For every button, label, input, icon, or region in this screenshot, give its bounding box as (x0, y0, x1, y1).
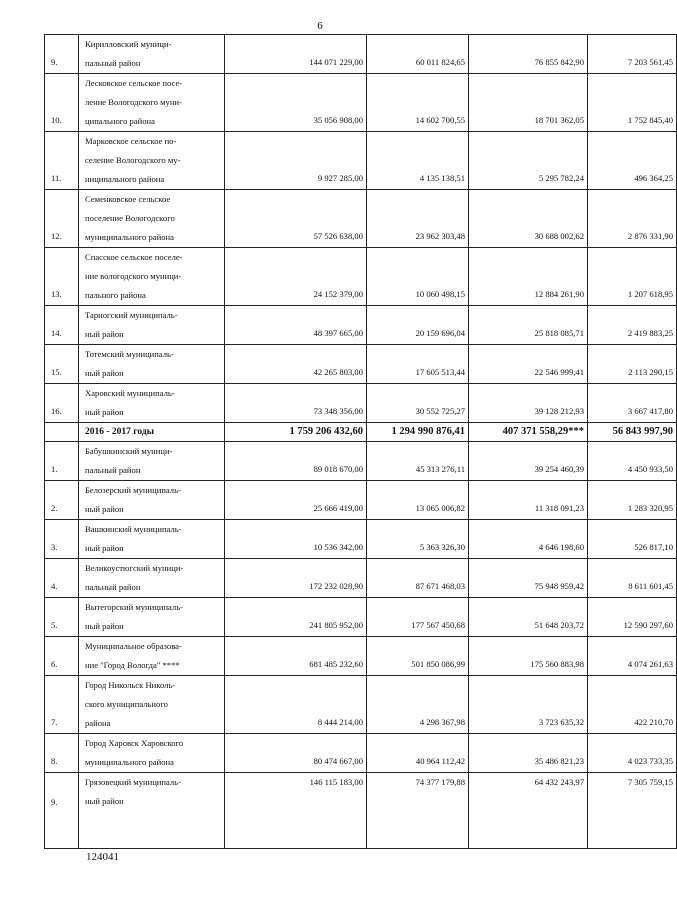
value-col-4: 4 023 733,35 (588, 734, 677, 773)
table-row (45, 442, 677, 481)
value-col-4: 4 074 261,63 (588, 637, 677, 676)
table-row-total (45, 423, 677, 442)
value-col-2: 17 605 513,44 (367, 345, 469, 384)
table-row (45, 306, 677, 345)
row-name: Тарногский муниципаль- ный район (79, 306, 225, 345)
value-total: 1 759 206 432,60 (225, 423, 367, 442)
value-col-2: 10 060 498,15 (367, 248, 469, 306)
row-name: Семенковское сельское поселение Вологодского муниципального района (79, 190, 225, 248)
value-col-3: 35 486 821,23 (469, 734, 588, 773)
value-total: 8 444 214,00 (225, 676, 367, 734)
value-col-2: 4 298 367,98 (367, 676, 469, 734)
value-col-3: 175 560 883,98 (469, 637, 588, 676)
table-row (45, 345, 677, 384)
table-row (45, 637, 677, 676)
value-col-3: 18 701 362,05 (469, 74, 588, 132)
value-total: 144 071 229,00 (225, 35, 367, 74)
page-number: 6 (317, 20, 323, 32)
value-col-4: 2 419 883,25 (588, 306, 677, 345)
value-total: 24 152 379,00 (225, 248, 367, 306)
row-number: 8. (45, 734, 79, 773)
value-col-4: 1 283 320,95 (588, 481, 677, 520)
value-col-4: 8 611 601,45 (588, 559, 677, 598)
document-code: 124041 (86, 851, 119, 863)
value-total: 146 115 183,00 (225, 773, 367, 849)
value-col-2: 13 065 006,82 (367, 481, 469, 520)
value-col-4: 4 450 933,50 (588, 442, 677, 481)
value-col-3: 5 295 782,24 (469, 132, 588, 190)
row-number: 13. (45, 248, 79, 306)
value-total: 172 232 028,90 (225, 559, 367, 598)
value-col-3: 12 884 261,90 (469, 248, 588, 306)
row-name: Город Харовск Харовского муниципального района (79, 734, 225, 773)
row-name: Марковское сельское по- селение Вологодского му- ниципального района (79, 132, 225, 190)
value-total: 57 526 638,00 (225, 190, 367, 248)
row-number: 6. (45, 637, 79, 676)
table-row (45, 559, 677, 598)
value-col-4: 1 207 618,95 (588, 248, 677, 306)
row-number: 14. (45, 306, 79, 345)
table-row (45, 190, 677, 248)
value-col-2: 177 567 450,68 (367, 598, 469, 637)
value-col-3: 30 688 002,62 (469, 190, 588, 248)
value-col-4: 56 843 997,90 (588, 423, 677, 442)
value-total: 89 018 670,00 (225, 442, 367, 481)
table-row (45, 132, 677, 190)
table-body (45, 35, 677, 849)
value-col-3: 4 646 198,60 (469, 520, 588, 559)
row-number: 3. (45, 520, 79, 559)
row-number: 2. (45, 481, 79, 520)
row-number: 9. (45, 773, 79, 849)
value-col-3: 11 318 091,23 (469, 481, 588, 520)
row-name: 2016 - 2017 годы (79, 423, 225, 442)
value-col-2: 1 294 990 876,41 (367, 423, 469, 442)
row-name: Бабушкинский муници- пальный район (79, 442, 225, 481)
row-number: 11. (45, 132, 79, 190)
value-col-2: 74 377 179,88 (367, 773, 469, 849)
row-name: Лесковское сельское посе- ление Вологодского муни- ципального района (79, 74, 225, 132)
value-col-2: 45 313 276,11 (367, 442, 469, 481)
row-number: 5. (45, 598, 79, 637)
table-row (45, 481, 677, 520)
value-col-4: 12 590 297,60 (588, 598, 677, 637)
value-total: 681 485 232,60 (225, 637, 367, 676)
value-col-2: 23 962 303,48 (367, 190, 469, 248)
value-col-3: 64 432 243,97 (469, 773, 588, 849)
table-row (45, 773, 677, 849)
value-col-3: 39 128 212,93 (469, 384, 588, 423)
row-number: 4. (45, 559, 79, 598)
value-col-4: 496 364,25 (588, 132, 677, 190)
table-row (45, 74, 677, 132)
value-col-2: 30 552 725,27 (367, 384, 469, 423)
table-row (45, 35, 677, 74)
row-number: 15. (45, 345, 79, 384)
table-row (45, 598, 677, 637)
value-total: 48 397 665,00 (225, 306, 367, 345)
value-col-3: 22 546 999,41 (469, 345, 588, 384)
value-col-2: 20 159 696,04 (367, 306, 469, 345)
value-col-3: 39 254 460,39 (469, 442, 588, 481)
row-name: Вашкинский муниципаль- ный район (79, 520, 225, 559)
row-name: Кирилловский муници- пальный район (79, 35, 225, 74)
value-total: 241 805 952,00 (225, 598, 367, 637)
row-name: Город Никольск Николь- ского муниципального района (79, 676, 225, 734)
value-total: 73 348 356,00 (225, 384, 367, 423)
value-col-4: 7 203 561,45 (588, 35, 677, 74)
value-col-4: 3 667 417,80 (588, 384, 677, 423)
value-total: 80 474 667,00 (225, 734, 367, 773)
value-total: 25 666 419,00 (225, 481, 367, 520)
table-row (45, 676, 677, 734)
value-col-4: 1 752 845,40 (588, 74, 677, 132)
value-total: 10 536 342,00 (225, 520, 367, 559)
row-number: 12. (45, 190, 79, 248)
value-col-2: 87 671 468,03 (367, 559, 469, 598)
row-number (45, 423, 79, 442)
row-name: Муниципальное образова- ние "Город Вологда" **** (79, 637, 225, 676)
row-number: 16. (45, 384, 79, 423)
row-number: 7. (45, 676, 79, 734)
row-name: Тотемский муниципаль- ный район (79, 345, 225, 384)
row-name: Спасское сельское поселе- ние вологодского муници- пального района (79, 248, 225, 306)
value-total: 35 056 908,00 (225, 74, 367, 132)
value-col-2: 60 011 824,65 (367, 35, 469, 74)
budget-table (44, 34, 677, 849)
table-row (45, 384, 677, 423)
value-col-4: 2 876 331,90 (588, 190, 677, 248)
value-col-4: 422 210,70 (588, 676, 677, 734)
value-col-4: 2 113 290,15 (588, 345, 677, 384)
value-col-2: 5 363 326,30 (367, 520, 469, 559)
value-col-2: 4 135 138,51 (367, 132, 469, 190)
value-col-3: 76 855 842,90 (469, 35, 588, 74)
table-row (45, 734, 677, 773)
value-col-2: 40 964 112,42 (367, 734, 469, 773)
value-col-3: 75 948 959,42 (469, 559, 588, 598)
row-name: Белозерский муниципаль- ный район (79, 481, 225, 520)
value-col-4: 7 305 759,15 (588, 773, 677, 849)
value-col-3: 51 648 203,72 (469, 598, 588, 637)
table-row (45, 248, 677, 306)
value-col-3: 3 723 635,32 (469, 676, 588, 734)
value-col-4: 526 817,10 (588, 520, 677, 559)
row-name: Харовский муниципаль- ный район (79, 384, 225, 423)
value-col-3: 407 371 558,29*** (469, 423, 588, 442)
row-number: 9. (45, 35, 79, 74)
value-total: 9 927 285,00 (225, 132, 367, 190)
value-col-3: 25 818 085,71 (469, 306, 588, 345)
value-total: 42 265 803,00 (225, 345, 367, 384)
row-number: 10. (45, 74, 79, 132)
row-name: Великоустюгский муници- пальный район (79, 559, 225, 598)
row-name: Грязовецкий муниципаль- ный район (79, 773, 225, 849)
table-row (45, 520, 677, 559)
value-col-2: 14 602 700,55 (367, 74, 469, 132)
row-name: Вытегорский муниципаль- ный район (79, 598, 225, 637)
row-number: 1. (45, 442, 79, 481)
value-col-2: 501 850 086,99 (367, 637, 469, 676)
